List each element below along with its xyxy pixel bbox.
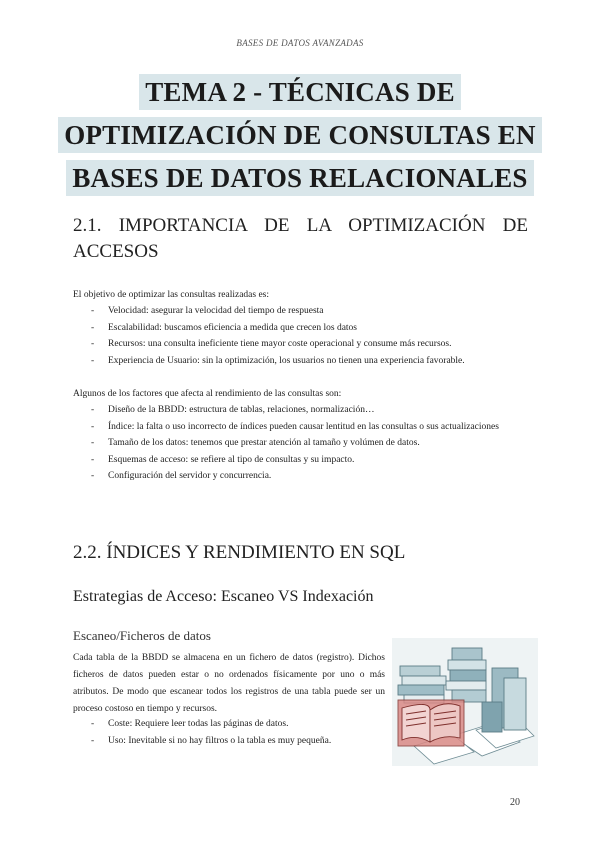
list-item	[91, 419, 528, 436]
list-item	[91, 320, 528, 337]
goals-intro: El objetivo de optimizar las consultas realizadas es:	[73, 290, 270, 300]
chapter-title-line-1: TEMA 2 - TÉCNICAS DE	[139, 74, 461, 110]
chapter-title-line-3: BASES DE DATOS RELACIONALES	[66, 160, 533, 196]
dash-bullet: -	[91, 438, 95, 448]
dash-bullet: -	[91, 471, 95, 481]
list-item-text: Escalabilidad: buscamos eficiencia a medida que crecen los datos	[108, 322, 358, 333]
list-item-text: Tamaño de los datos: tenemos que prestar atención al tamaño y volúmen de datos.	[108, 438, 420, 448]
running-header: BASES DE DATOS AVANZADAS	[236, 38, 364, 48]
list-item-text: Coste: Requiere leer todas las páginas de datos.	[108, 719, 289, 729]
dash-bullet: -	[91, 719, 95, 729]
chapter-title-line-2: OPTIMIZACIÓN DE CONSULTAS EN	[58, 117, 541, 153]
list-item-text: Configuración del servidor y concurrencia.	[108, 471, 272, 481]
list-item	[91, 353, 528, 370]
dash-bullet: -	[91, 405, 95, 415]
factors-intro: Algunos de los factores que afecta al rendimiento de las consultas son:	[73, 389, 342, 399]
list-item	[91, 435, 528, 452]
list-item-text: Velocidad: asegurar la velocidad del tiempo de respuesta	[108, 306, 324, 316]
dash-bullet: -	[91, 421, 95, 432]
section-heading-2-2: 2.2. ÍNDICES Y RENDIMIENTO EN SQL	[73, 542, 406, 563]
list-item	[91, 468, 528, 485]
goals-list	[91, 303, 528, 369]
dash-bullet: -	[91, 355, 95, 366]
list-item-text: Índice: la falta o uso incorrecto de índices pueden causar lentitud en las consultas o sus actualizaciones	[108, 421, 499, 432]
dash-bullet: -	[91, 322, 95, 333]
factors-list	[91, 402, 528, 485]
books-illustration-svg	[392, 638, 538, 766]
list-item	[91, 452, 528, 469]
page-number: 20	[510, 797, 520, 808]
list-item	[91, 303, 528, 320]
list-item-text: Uso: Inevitable si no hay filtros o la tabla es muy pequeña.	[108, 735, 332, 746]
list-item-text: Esquemas de acceso: se refiere al tipo de consultas y su impacto.	[108, 454, 355, 465]
list-item	[91, 402, 528, 419]
list-item	[91, 336, 528, 353]
list-item-text: Diseño de la BBDD: estructura de tablas, relaciones, normalización…	[108, 405, 375, 415]
list-item-text: Recursos: una consulta ineficiente tiene mayor coste operacional y consume más recursos.	[108, 339, 452, 349]
subsubsection-heading: Escaneo/Ficheros de datos	[73, 628, 211, 643]
chapter-title	[0, 74, 600, 203]
dash-bullet: -	[91, 454, 95, 465]
dash-bullet: -	[91, 306, 95, 316]
dash-bullet: -	[91, 735, 95, 746]
scan-paragraph: Cada tabla de la BBDD se almacena en un fichero de datos (registro). Dichos ficheros de datos pueden estar o no ordenados físicamente por uno o más atributos. De modo que escanear todos los registros de una tabla puede ser un proceso costoso en tiempo y recursos.	[73, 653, 385, 714]
subsection-heading: Estrategias de Acceso: Escaneo VS Indexación	[73, 588, 374, 605]
dash-bullet: -	[91, 339, 95, 349]
books-and-papers-illustration	[392, 638, 538, 766]
list-item-text: Experiencia de Usuario: sin la optimización, los usuarios no tienen una experiencia favorable.	[108, 355, 465, 366]
section-heading-2-1: 2.1. IMPORTANCIA DE LA OPTIMIZACIÓN DE ACCESOS	[73, 215, 528, 262]
